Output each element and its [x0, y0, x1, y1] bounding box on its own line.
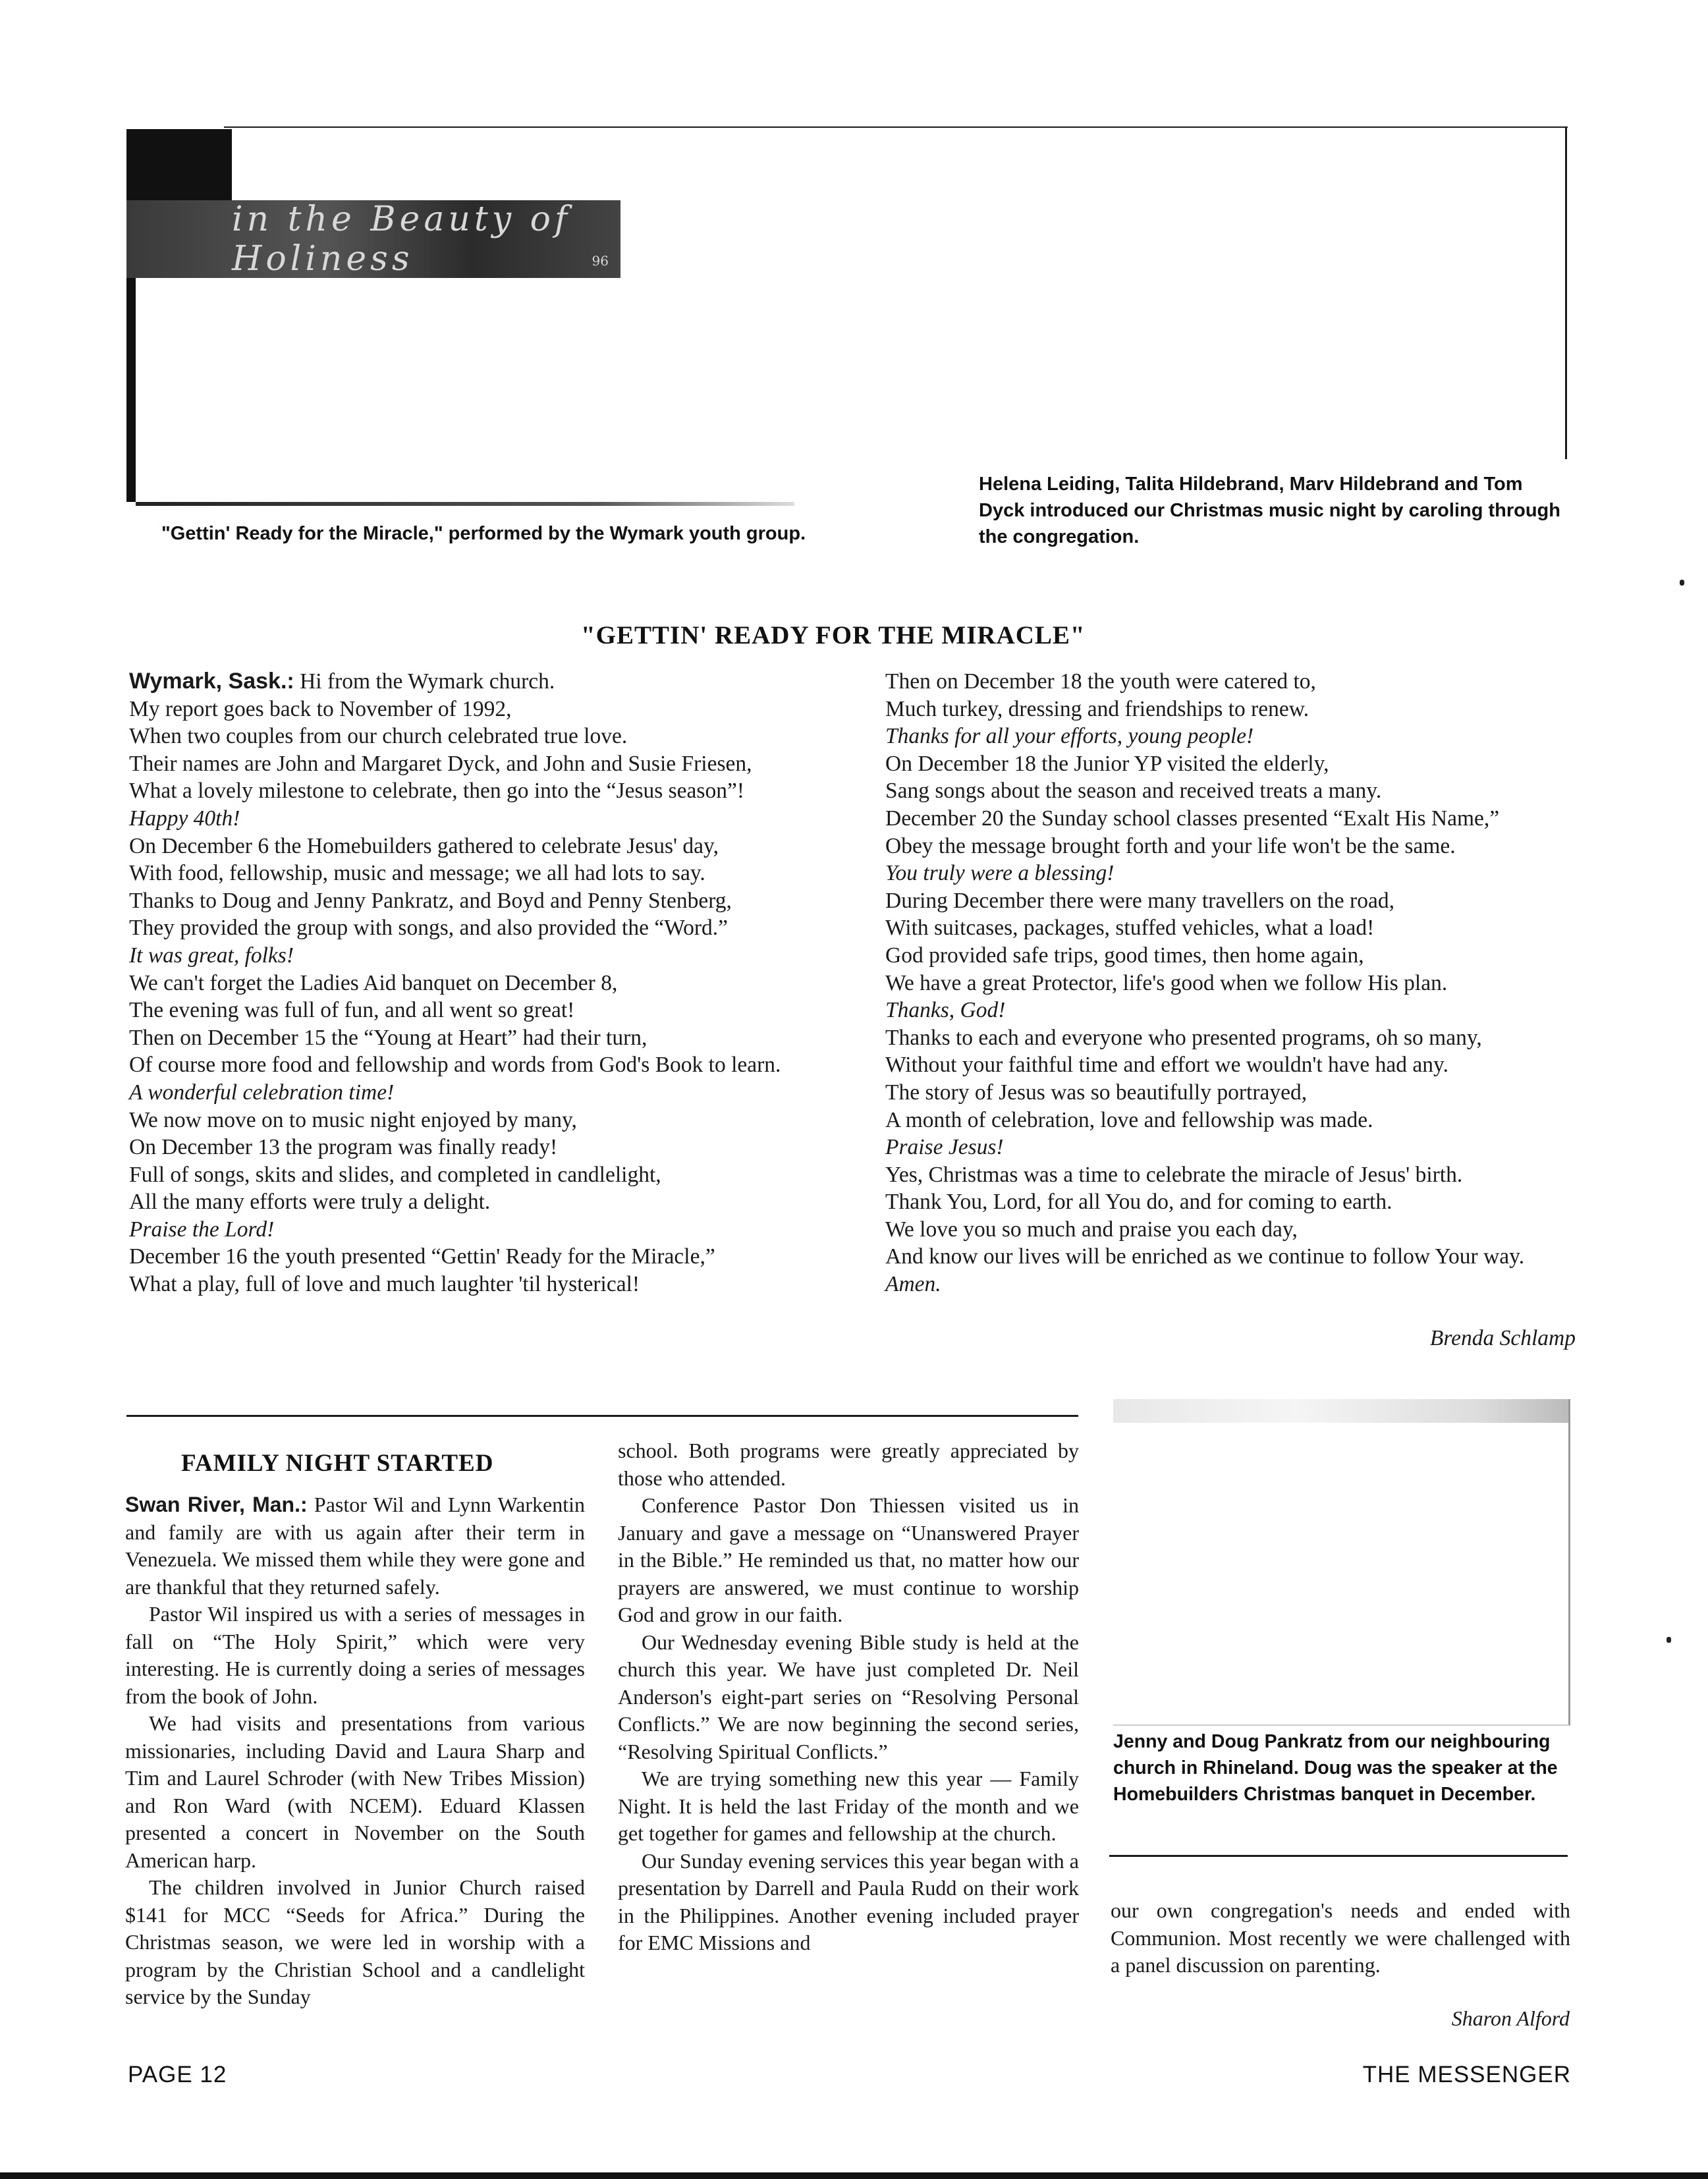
right-frame-line	[1565, 126, 1567, 459]
article2-paragraph: We had visits and presentations from various missionaries, including David and Laura Sharp and Tim and Laurel Schroder (with New Tribes Mission) and Ron Ward (with NCEM). Eduard Klassen presented a concert in November on the South American harp.	[125, 1711, 585, 1872]
poem-line: God provided safe trips, good times, then home again,	[885, 943, 1364, 968]
poem-line: On December 13 the program was finally ready!	[129, 1135, 558, 1160]
article2-paragraph: We are trying something new this year — Family Night. It is held the last Friday of the month and we get together for games and fellowship at the church.	[618, 1767, 1079, 1845]
poem-line: Obey the message brought forth and your life won't be the same.	[885, 833, 1456, 858]
section-divider-right	[1109, 1855, 1568, 1857]
poem-line: We have a great Protector, life's good when we follow His plan.	[885, 970, 1448, 995]
article2-column-1	[125, 1491, 585, 2011]
article2-column-2	[618, 1437, 1079, 1957]
poem-line: The evening was full of fun, and all went so great!	[129, 998, 575, 1023]
photo-bottom-edge	[136, 502, 794, 506]
youth-group-photo-caption: "Gettin' Ready for the Miracle," performed by the Wymark youth group.	[161, 523, 806, 544]
dateline-swan-river: Swan River, Man.:	[125, 1493, 308, 1516]
poem-line: All the many efforts were truly a delight.	[129, 1190, 491, 1215]
article2-lead-paragraph	[125, 1491, 585, 1601]
poem-line: We can't forget the Ladies Aid banquet on December 8,	[129, 970, 618, 995]
poem-line: Praise the Lord!	[129, 1217, 275, 1242]
poem-line: We now move on to music night enjoyed by many,	[129, 1107, 577, 1132]
signature-brenda: Brenda Schlamp	[1429, 1326, 1576, 1350]
article2-col3-continued: our own congregation's needs and ended with Communion. Most recently we were challenged with a panel discussion on parenting.	[1111, 1898, 1570, 1977]
poem-line: Thanks, God!	[885, 998, 1006, 1023]
article2-paragraph: Our Wednesday evening Bible study is held at the church this year. We have just completed Dr. Neil Anderson's eight-part series on “Resolving Personal Conflicts.” We are now beginning the second series, “Resolving Spiritual Conflicts.”	[618, 1630, 1079, 1763]
poem-line: Amen.	[885, 1272, 941, 1297]
article2-column-3	[1111, 1897, 1570, 1979]
scan-bottom-edge	[0, 2172, 1708, 2179]
poem-line: What a lovely milestone to celebrate, then go into the “Jesus season”!	[129, 779, 744, 804]
poem-line: What a play, full of love and much laughter 'til hysterical!	[129, 1272, 640, 1297]
poem-line: With food, fellowship, music and message; we all had lots to say.	[129, 861, 705, 886]
poem-line: A month of celebration, love and fellowship was made.	[885, 1107, 1373, 1132]
scan-dot	[1667, 1637, 1671, 1643]
poem-line: And know our lives will be enriched as we continue to follow Your way.	[885, 1244, 1525, 1269]
photo-left-edge	[126, 278, 136, 502]
poem-line: When two couples from our church celebrated true love.	[129, 724, 628, 749]
poem-line: They provided the group with songs, and also provided the “Word.”	[129, 916, 729, 941]
banner-text: in the Beauty of Holiness	[232, 200, 572, 278]
scan-dot	[1680, 580, 1684, 586]
poem-line: Then on December 15 the “Young at Heart” had their turn,	[129, 1025, 647, 1050]
poem-line: Of course more food and fellowship and words from God's Book to learn.	[129, 1053, 781, 1078]
publication-name: THE MESSENGER	[1362, 2062, 1571, 2087]
poem-right-column	[885, 668, 1577, 1298]
signature-sharon: Sharon Alford	[1451, 2006, 1570, 2030]
poem-line: Sang songs about the season and received treats a many.	[885, 779, 1382, 804]
poem-line: Yes, Christmas was a time to celebrate the miracle of Jesus' birth.	[885, 1162, 1463, 1187]
poem-line: Thanks to Doug and Jenny Pankratz, and Boyd and Penny Stenberg,	[129, 888, 732, 913]
poem-line: December 20 the Sunday school classes presented “Exalt His Name,”	[885, 806, 1500, 831]
pankratz-photo	[1113, 1399, 1570, 1726]
pankratz-photo-caption: Jenny and Doug Pankratz from our neighbouring church in Rhineland. Doug was the speaker at the Homebuilders Christmas banquet in December.	[1113, 1731, 1558, 1805]
page-number: PAGE 12	[128, 2062, 227, 2087]
poem-left-column	[129, 668, 819, 1298]
article-title-miracle: "GETTIN' READY FOR THE MIRACLE"	[581, 621, 1086, 649]
poem-line: With suitcases, packages, stuffed vehicles, what a load!	[885, 916, 1375, 941]
article2-paragraph: Our Sunday evening services this year began with a presentation by Darrell and Paula Rudd on their work in the Philippines. Another evening included prayer for EMC Missions and	[618, 1848, 1079, 1954]
poem-line: Then on December 18 the youth were catered to,	[885, 669, 1316, 694]
poem-line: We love you so much and praise you each day,	[885, 1217, 1298, 1242]
article2-paragraph: Pastor Wil inspired us with a series of messages in fall on “The Holy Spirit,” which were very interesting. He is currently doing a series of messages from the book of John.	[125, 1602, 585, 1708]
poem-line: Much turkey, dressing and friendships to renew.	[885, 696, 1309, 721]
photo-top-shading	[1113, 1399, 1568, 1423]
article2-col2-continued: school. Both programs were greatly appreciated by those who attended.	[618, 1439, 1079, 1490]
poem-line: The story of Jesus was so beautifully portrayed,	[885, 1080, 1308, 1105]
poem-line: On December 18 the Junior YP visited the elderly,	[885, 751, 1329, 776]
top-rule	[224, 126, 1568, 128]
article2-lead-text: Pastor Wil and Lynn Warkentin and family are with us again after their term in Venezuela. We missed them while they were gone and are thankful that they returned safely.	[125, 1493, 586, 1599]
poem-line: Full of songs, skits and slides, and completed in candlelight,	[129, 1162, 661, 1187]
poem-line: It was great, folks!	[129, 943, 294, 968]
poem-line: December 16 the youth presented “Gettin' Ready for the Miracle,”	[129, 1244, 715, 1269]
poem-line: A wonderful celebration time!	[129, 1080, 395, 1105]
poem-line: Happy 40th!	[129, 806, 240, 831]
poem-first-line	[129, 668, 819, 696]
poem-line: Thank You, Lord, for all You do, and for coming to earth.	[885, 1190, 1392, 1215]
poem-line: Their names are John and Margaret Dyck, and John and Susie Friesen,	[129, 751, 752, 776]
photo-dark-corner	[126, 129, 232, 202]
article-title-family-night: FAMILY NIGHT STARTED	[181, 1450, 494, 1477]
poem-line: On December 6 the Homebuilders gathered to celebrate Jesus' day,	[129, 833, 719, 858]
poem-line: Thanks to each and everyone who presented programs, oh so many,	[885, 1025, 1482, 1050]
banner-mark: 96	[592, 253, 609, 269]
poem-line: During December there were many travellers on the road,	[885, 888, 1394, 913]
poem-opening-text: Hi from the Wymark church.	[294, 669, 555, 694]
youth-group-photo-frame	[126, 129, 947, 511]
article2-paragraph: The children involved in Junior Church raised $141 for MCC “Seeds for Africa.” During the Christmas season, we were led in worship with a program by the Christian School and a candlelight service by the Sunday	[125, 1875, 585, 2008]
photo-banner	[126, 200, 620, 278]
poem-line: Thanks for all your efforts, young people!	[885, 724, 1254, 749]
poem-line: Praise Jesus!	[885, 1135, 1004, 1160]
poem-line: You truly were a blessing!	[885, 861, 1115, 886]
section-divider-left	[126, 1415, 1078, 1417]
dateline-wymark: Wymark, Sask.:	[129, 669, 294, 694]
poem-line: My report goes back to November of 1992,	[129, 696, 512, 721]
article2-paragraph: Conference Pastor Don Thiessen visited us in January and gave a message on “Unanswered Prayer in the Bible.” He reminded us that, no matter how our prayers are answered, we must continue to worship God and grow in our faith.	[618, 1493, 1079, 1626]
caroling-photo-caption: Helena Leiding, Talita Hildebrand, Marv Hildebrand and Tom Dyck introduced our Christmas music night by caroling through the congregation.	[979, 474, 1560, 547]
poem-line: Without your faithful time and effort we wouldn't have had any.	[885, 1053, 1448, 1078]
